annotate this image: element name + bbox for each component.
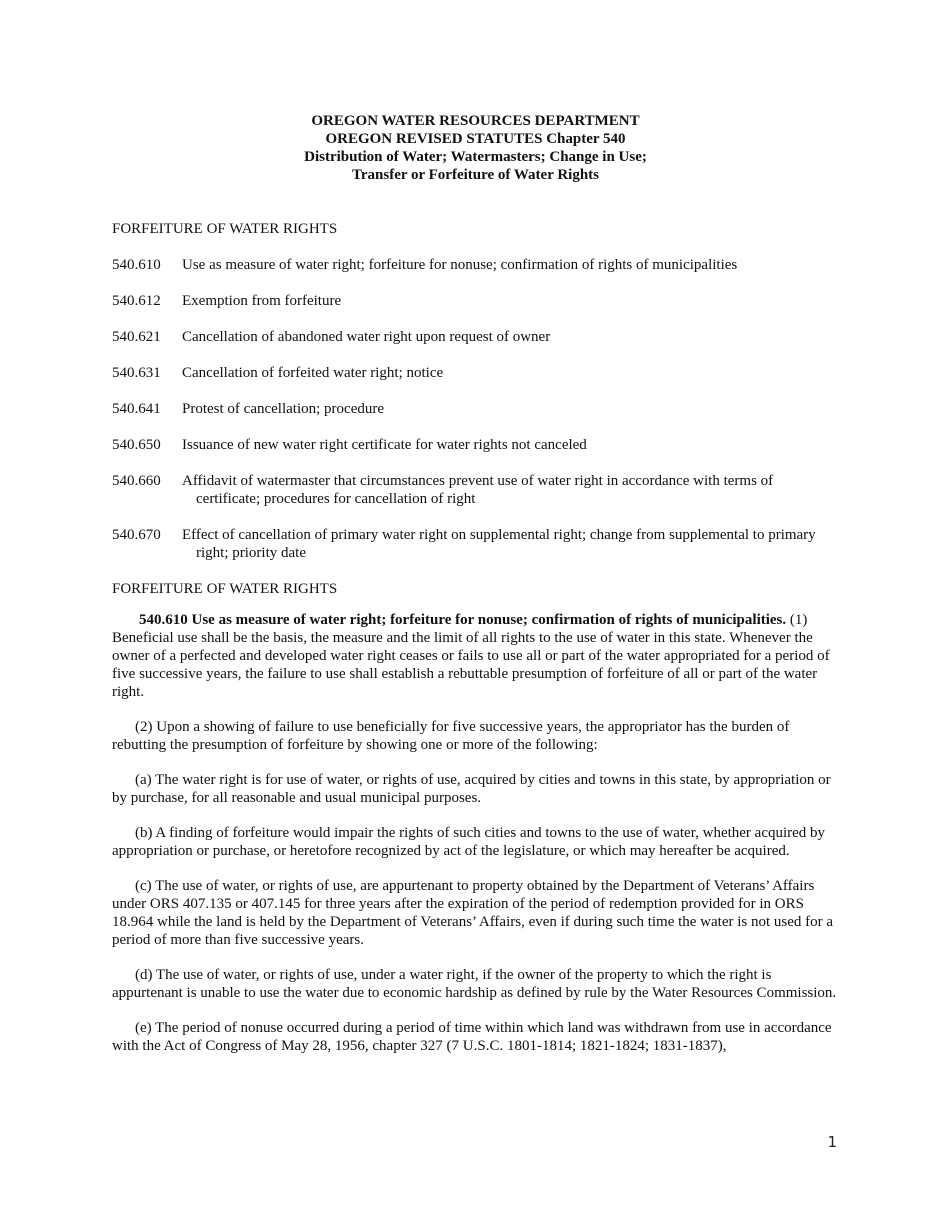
toc-item-title: Cancellation of forfeited water right; notice xyxy=(182,365,444,381)
toc-item-title: Cancellation of abandoned water right upon request of owner xyxy=(182,329,551,345)
toc-item xyxy=(112,328,839,346)
section-title: 540.610 Use as measure of water right; forfeiture for nonuse; confirmation of rights of municipalities. xyxy=(139,612,787,628)
toc-item-number: 540.660 xyxy=(112,473,161,489)
toc-item-number: 540.650 xyxy=(112,437,161,453)
toc-item-title: Affidavit of watermaster that circumstances prevent use of water right in accordance with terms of certificate; procedures for cancellation of right xyxy=(182,473,774,507)
toc-item xyxy=(112,292,839,310)
section-paragraph: (a) The water right is for use of water, or rights of use, acquired by cities and towns in this state, by appropriation or by purchase, for all reasonable and usual municipal purposes. xyxy=(112,772,831,806)
toc-item-title: Issuance of new water right certificate for water rights not canceled xyxy=(182,437,587,453)
section-paragraph-1-text: (1) Beneficial use shall be the basis, the measure and the limit of all rights to the use of water in this state. Whenever the owner of a perfected and developed water right ceases or fails to use all or part of the water appropriated for a period of five successive years, the failure to use shall establish a rebuttable presumption of forfeiture of all or part of the water right. xyxy=(112,612,830,700)
toc-item-title: Protest of cancellation; procedure xyxy=(182,401,385,417)
section-paragraph: (b) A finding of forfeiture would impair the rights of such cities and towns to the use of water, whether acquired by appropriation or purchase, or heretofore recognized by act of the legislature, or which may hereafter be acquired. xyxy=(112,825,826,859)
toc-item-title: Effect of cancellation of primary water right on supplemental right; change from supplemental to primary right; priority date xyxy=(182,527,816,561)
toc-item xyxy=(112,364,839,382)
document-header xyxy=(112,112,839,184)
section-paragraph: (d) The use of water, or rights of use, under a water right, if the owner of the property to which the right is appurtenant is unable to use the water due to economic hardship as defined by rule by the Water Resources Commission. xyxy=(112,967,837,1001)
toc-item-number: 540.621 xyxy=(112,329,161,345)
toc-item-title: Exemption from forfeiture xyxy=(182,293,342,309)
document-page xyxy=(112,112,839,1055)
header-line-subject-cont: Transfer or Forfeiture of Water Rights xyxy=(351,167,600,183)
toc-item xyxy=(112,472,839,508)
toc-item-number: 540.641 xyxy=(112,401,161,417)
toc-item-number: 540.610 xyxy=(112,257,161,273)
body-heading: FORFEITURE OF WATER RIGHTS xyxy=(112,581,338,597)
toc-item xyxy=(112,400,839,418)
page-number: 1 xyxy=(827,1133,837,1151)
toc-item xyxy=(112,436,839,454)
toc-item-number: 540.612 xyxy=(112,293,161,309)
toc-heading: FORFEITURE OF WATER RIGHTS xyxy=(112,221,338,237)
header-line-subject: Distribution of Water; Watermasters; Change in Use; xyxy=(304,149,647,165)
header-line-chapter: OREGON REVISED STATUTES Chapter 540 xyxy=(325,131,626,147)
section-paragraph: (c) The use of water, or rights of use, are appurtenant to property obtained by the Department of Veterans’ Affairs under ORS 407.135 or 407.145 for three years after the expiration of the period of redemption provided for in ORS 18.964 while the land is held by the Department of Veterans’ Affairs, even if during such time the water is not used for a period of more than five successive years. xyxy=(112,878,834,948)
section-paragraph: (e) The period of nonuse occurred during a period of time within which land was withdrawn from use in accordance with the Act of Congress of May 28, 1956, chapter 327 (7 U.S.C. 1801-1814; 1821-1824; 1831-1837), xyxy=(112,1020,832,1054)
section-paragraph: (2) Upon a showing of failure to use beneficially for five successive years, the appropriator has the burden of rebutting the presumption of forfeiture by showing one or more of the following: xyxy=(112,719,790,753)
header-line-agency: OREGON WATER RESOURCES DEPARTMENT xyxy=(311,113,640,129)
toc-item-number: 540.670 xyxy=(112,527,161,543)
toc-item-title: Use as measure of water right; forfeiture for nonuse; confirmation of rights of municipalities xyxy=(182,257,738,273)
toc-item xyxy=(112,256,839,274)
toc-item xyxy=(112,526,839,562)
section-paragraph-1 xyxy=(112,611,839,701)
table-of-contents xyxy=(112,256,839,562)
toc-item-number: 540.631 xyxy=(112,365,161,381)
